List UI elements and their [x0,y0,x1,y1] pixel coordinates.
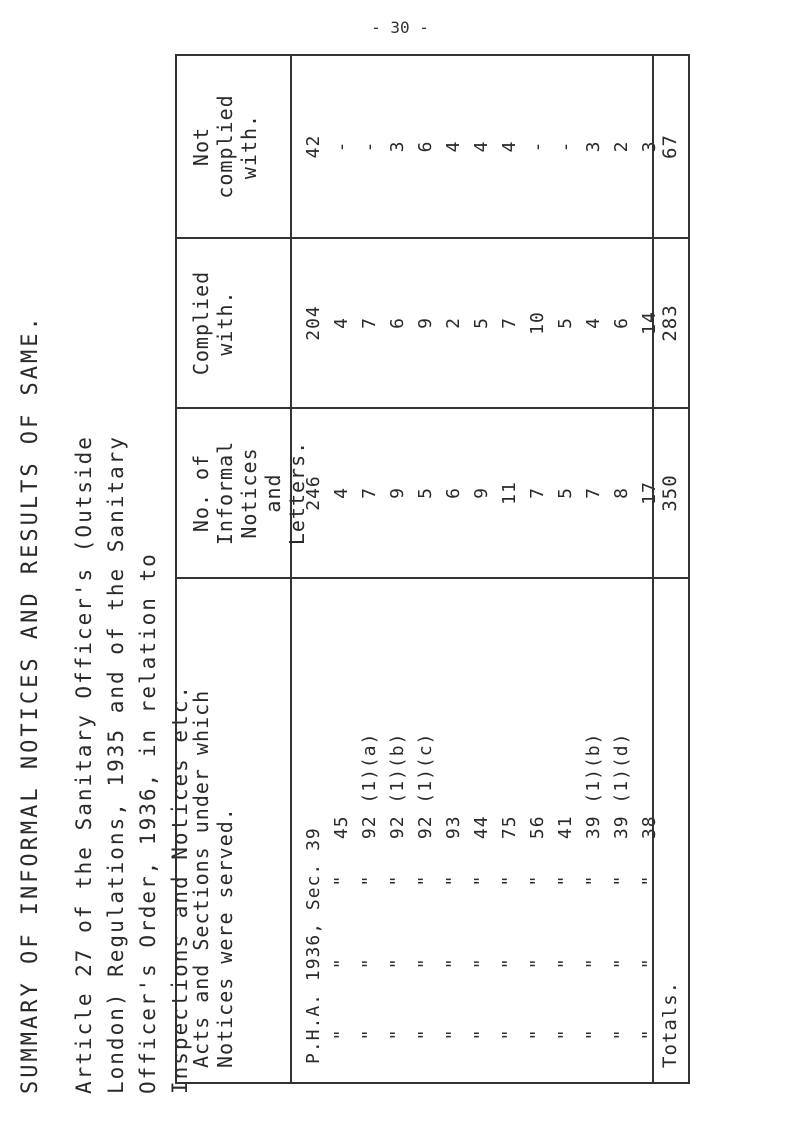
complied-cell: 14 [639,311,660,335]
informal-cell: 8 [611,487,632,499]
notices-table [175,54,690,1084]
informal-cell: 9 [471,487,492,499]
totals-label: Totals. [654,577,688,1082]
totals-row [652,56,688,1082]
not-complied-cell: 3 [387,140,408,153]
acts-column [292,577,660,1082]
complied-cell: 2 [443,317,464,329]
not-complied-column [292,56,660,237]
informal-cell: 7 [583,487,604,499]
act-cell: " " " 39 (1)(d) [611,732,632,1064]
act-cell: " " " 92 (1)(a) [359,732,380,1064]
act-cell: " " " 39 (1)(b) [583,732,604,1064]
not-complied-cell: - [331,140,352,153]
not-complied-cell: 3 [583,140,604,153]
act-cell: " " " 41 [555,815,576,1064]
header-not-complied: Not complied with. [189,94,261,199]
act-cell: " " " 38 [639,815,660,1064]
not-complied-cell: 4 [443,140,464,153]
complied-cell: 7 [499,317,520,329]
document-heading: SUMMARY OF INFORMAL NOTICES AND RESULTS OF SAME. [18,314,43,1094]
not-complied-cell: - [555,140,576,153]
header-acts: Acts and Sections under which Notices were served. [177,577,290,1082]
not-complied-cell: 6 [415,140,436,153]
not-complied-cell: 4 [471,140,492,153]
not-complied-cell: - [527,140,548,153]
complied-cell: 204 [303,305,324,341]
header-complied: Complied with. [177,237,290,407]
complied-cell: 7 [359,317,380,329]
complied-cell: 5 [555,317,576,329]
informal-cell: 11 [499,481,520,505]
table-header-row [177,56,309,1082]
complied-cell: 10 [527,311,548,335]
informal-cell: 7 [527,487,548,499]
complied-cell: 4 [583,317,604,329]
act-cell: " " " 92 (1)(c) [415,732,436,1064]
not-complied-cell: 2 [611,140,632,153]
complied-cell: 6 [611,317,632,329]
informal-cell: 4 [331,487,352,499]
complied-column [292,237,660,407]
document-subheading: Article 27 of the Sanitary Officer's (Outside London) Regulations, 1935 and of the Sanitary Officer's Order, 1936, in relation to Inspections and Notices etc. [72,435,192,1094]
act-cell: P.H.A. 1936, Sec. 39 [303,827,324,1064]
totals-informal: 350 [654,407,688,577]
not-complied-cell: 3 [639,140,660,153]
not-complied-cell: 4 [499,140,520,153]
complied-cell: 5 [471,317,492,329]
informal-cell: 9 [387,487,408,499]
informal-cell: 7 [359,487,380,499]
complied-cell: 6 [387,317,408,329]
totals-not-complied: 67 [659,134,681,159]
act-cell: " " " 45 [331,815,352,1064]
act-cell: " " " 92 (1)(b) [387,732,408,1064]
act-cell: " " " 56 [527,815,548,1064]
informal-cell: 6 [443,487,464,499]
totals-complied: 283 [654,237,688,407]
act-cell: " " " 44 [471,815,492,1064]
not-complied-cell: 42 [303,134,324,159]
act-cell: " " " 75 [499,815,520,1064]
act-cell: " " " 93 [443,815,464,1064]
header-informal: No. of Informal Notices and Letters. [177,407,290,577]
informal-cell: 246 [303,475,324,511]
complied-cell: 9 [415,317,436,329]
table-body [292,56,660,1082]
informal-cell: 17 [639,481,660,505]
informal-column [292,407,660,577]
informal-cell: 5 [555,487,576,499]
page-number: - 30 - [371,18,429,37]
informal-cell: 5 [415,487,436,499]
complied-cell: 4 [331,317,352,329]
not-complied-cell: - [359,140,380,153]
